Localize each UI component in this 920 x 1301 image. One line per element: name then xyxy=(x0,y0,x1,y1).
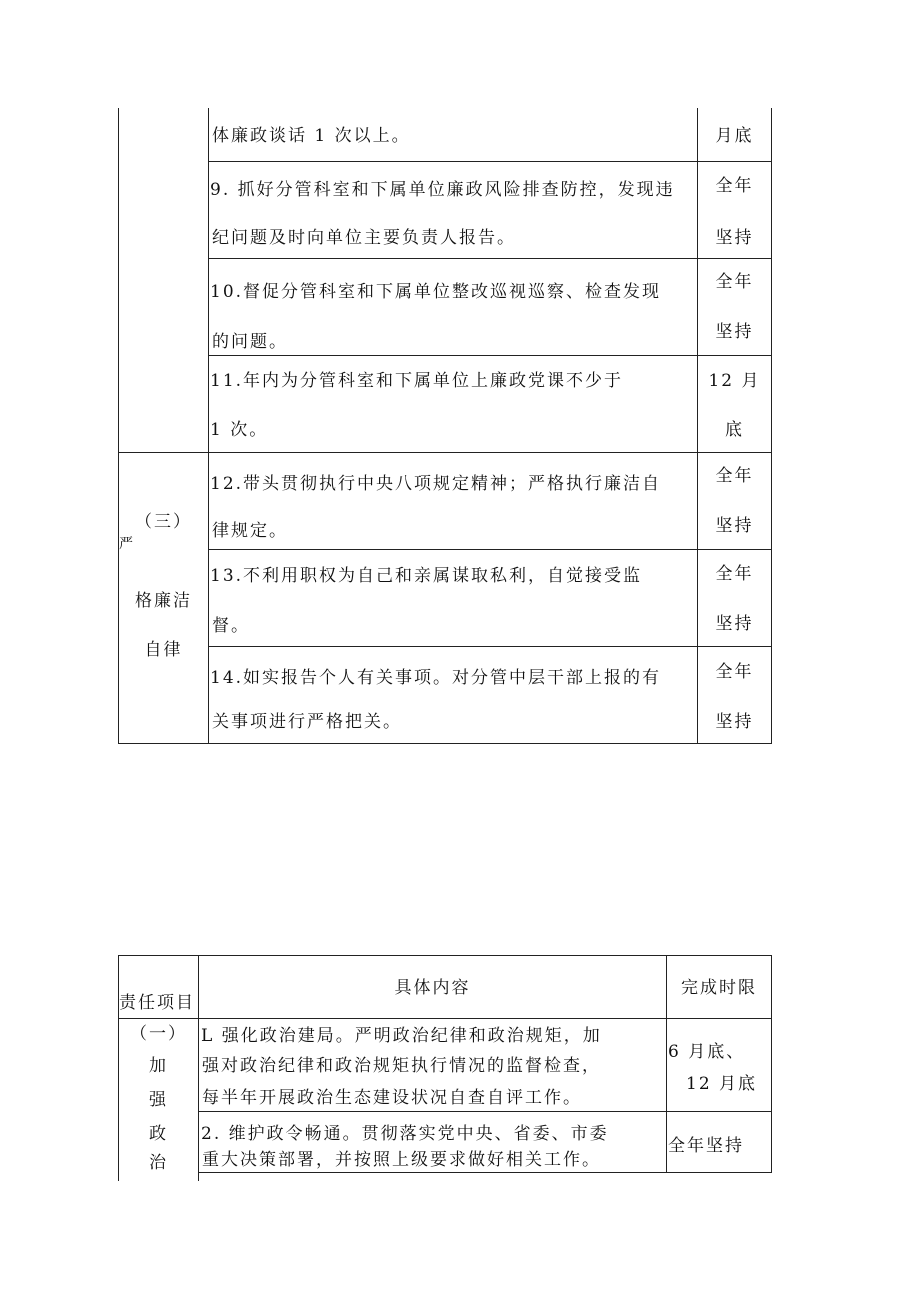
table1-right-border xyxy=(771,108,772,744)
table-cell-content: 督。 xyxy=(212,616,250,636)
table-cell-deadline: 月底 xyxy=(715,126,754,146)
table-cell-deadline: 全年 xyxy=(715,176,754,196)
table-cell-deadline: 坚持 xyxy=(715,228,754,248)
section-label: （一） xyxy=(130,1024,187,1044)
table-cell-content: 13.不利用职权为自己和亲属谋取私利，自觉接受监 xyxy=(210,566,643,586)
table-cell-deadline: 全年 xyxy=(715,662,754,682)
section-label: （三） xyxy=(135,512,192,532)
table-cell-deadline: 坚持 xyxy=(715,322,754,342)
table-cell-deadline: 坚持 xyxy=(715,516,754,536)
table2-right-border xyxy=(771,955,772,1173)
table1-row-divider xyxy=(208,549,772,550)
table1-row-divider xyxy=(208,258,772,259)
table-cell-deadline: 12 月 xyxy=(708,371,761,391)
table-cell-content: 的问题。 xyxy=(212,332,288,352)
table2-top-border xyxy=(118,955,772,956)
table-cell-content: 强对政治纪律和政治规矩执行情况的监督检查， xyxy=(202,1056,601,1076)
header-responsibility-item: 责任项目 xyxy=(119,993,195,1013)
section-label: 严 xyxy=(119,536,135,552)
table1-bottom-border xyxy=(118,743,772,744)
table-cell-deadline: 12 月底 xyxy=(686,1074,758,1094)
table-cell-content: 2. 维护政令畅通。贯彻落实党中央、省委、市委 xyxy=(201,1124,609,1144)
table-cell-deadline: 坚持 xyxy=(715,712,754,732)
table2-bottom-border xyxy=(198,1172,772,1173)
table-cell-deadline: 全年 xyxy=(715,466,754,486)
table-cell-content: 12.带头贯彻执行中央八项规定精神；严格执行廉洁自 xyxy=(210,474,662,494)
table2-row-divider xyxy=(198,1111,772,1112)
table2-header-divider xyxy=(118,1018,772,1019)
table1-col-divider-1 xyxy=(208,108,209,744)
table-cell-content: 体廉政谈话 1 次以上。 xyxy=(212,126,411,146)
table-cell-content: 重大决策部署，并按照上级要求做好相关工作。 xyxy=(202,1150,601,1170)
table-cell-content: 14.如实报告个人有关事项。对分管中层干部上报的有 xyxy=(210,668,662,688)
table1-row-divider xyxy=(208,161,772,162)
table-cell-content: L 强化政治建局。严明政治纪律和政治规矩，加 xyxy=(201,1026,602,1046)
table-cell-content: 10.督促分管科室和下属单位整改巡视巡察、检查发现 xyxy=(210,282,662,302)
table-cell-deadline: 6 月底、 xyxy=(668,1042,746,1062)
table-cell-deadline: 底 xyxy=(725,420,744,440)
table-cell-content: 11.年内为分管科室和下属单位上廉政党课不少于 xyxy=(210,371,624,391)
table-cell-content: 9. 抓好分管科室和下属单位廉政风险排查防控，发现违 xyxy=(210,180,675,200)
table-cell-deadline: 全年 xyxy=(715,564,754,584)
table-cell-deadline: 坚持 xyxy=(715,614,754,634)
table-cell-deadline: 全年坚持 xyxy=(668,1136,744,1156)
table-cell-deadline: 全年 xyxy=(715,272,754,292)
table-cell-content: 关事项进行严格把关。 xyxy=(212,712,402,732)
section-label: 自律 xyxy=(144,640,183,660)
table1-row-divider xyxy=(208,646,772,647)
section-label: 政 xyxy=(149,1124,168,1144)
table1-section-divider xyxy=(118,452,772,453)
header-deadline: 完成时限 xyxy=(681,978,757,998)
header-specific-content: 具体内容 xyxy=(394,978,471,998)
section-label: 格廉洁 xyxy=(135,591,192,611)
table-cell-content: 1 次。 xyxy=(210,420,269,440)
table1-row-divider xyxy=(208,355,772,356)
section-label: 强 xyxy=(149,1090,168,1110)
table-cell-content: 每半年开展政治生态建设状况自查自评工作。 xyxy=(202,1088,582,1108)
section-label: 加 xyxy=(149,1056,168,1076)
section-label: 治 xyxy=(149,1153,168,1173)
table-cell-content: 纪问题及时向单位主要负责人报告。 xyxy=(212,228,516,248)
table-cell-content: 律规定。 xyxy=(212,521,288,541)
